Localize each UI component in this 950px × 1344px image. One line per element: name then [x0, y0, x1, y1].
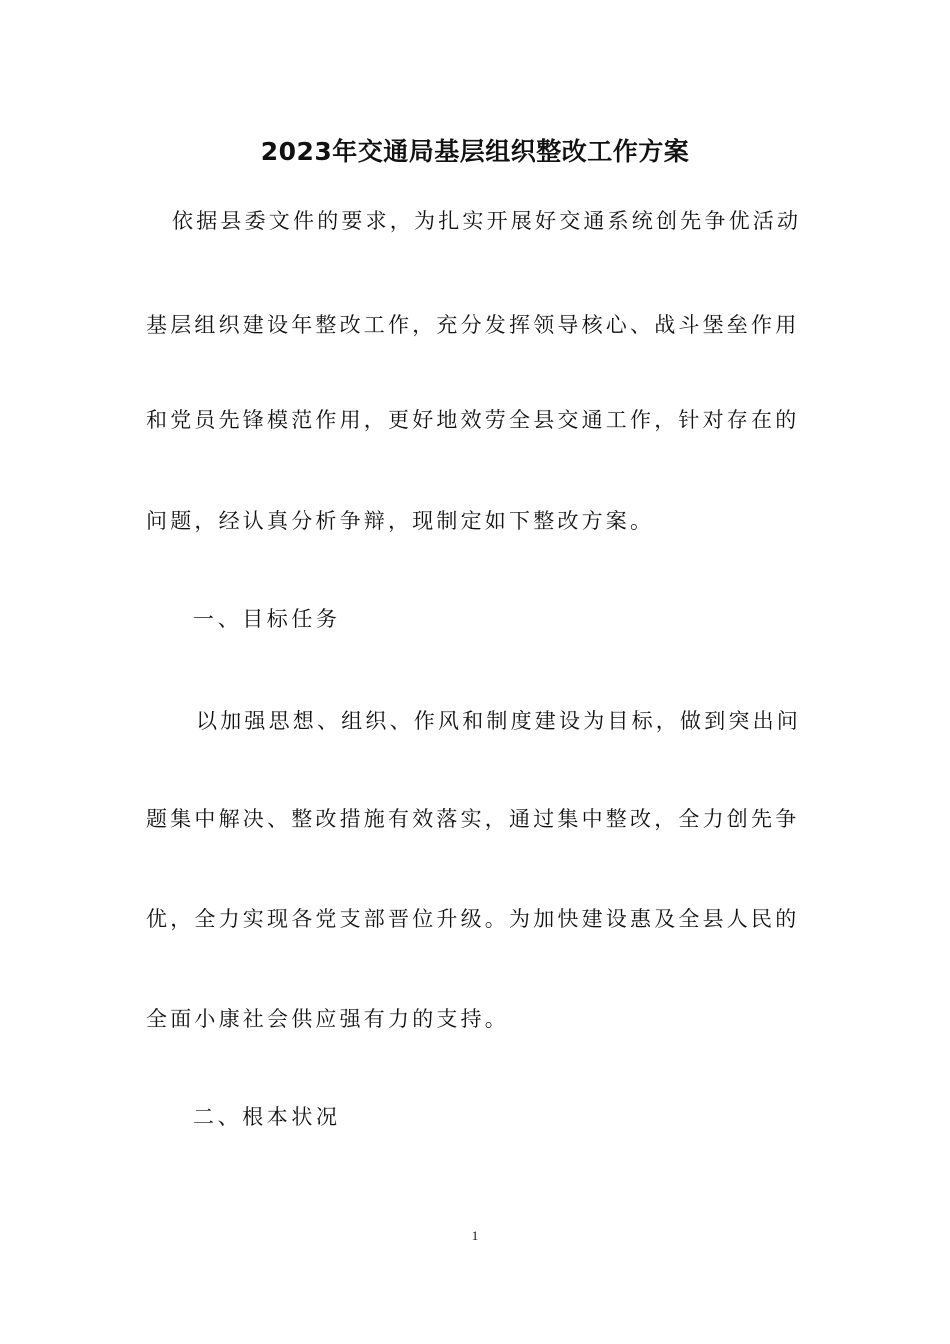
paragraph-1-line-3: 和党员先锋模范作用，更好地效劳全县交通工作，针对存在的: [146, 408, 800, 432]
paragraph-2-line-4: 全面小康社会供应强有力的支持。: [146, 1007, 509, 1031]
document-title: 2023年交通局基层组织整改工作方案: [260, 137, 690, 166]
section-1-heading: 一、目标任务: [193, 607, 341, 631]
paragraph-1-line-1: 依据县委文件的要求，为扎实开展好交通系统创先争优活动: [172, 209, 802, 233]
paragraph-2-line-3: 优，全力实现各党支部晋位升级。为加快建设惠及全县人民的: [146, 907, 800, 931]
paragraph-1-line-4: 问题，经认真分析争辩，现制定如下整改方案。: [146, 509, 655, 533]
paragraph-2-line-1: 以加强思想、组织、作风和制度建设为目标，做到突出问: [196, 709, 801, 733]
section-2-heading: 二、根本状况: [193, 1105, 341, 1129]
paragraph-2-line-2: 题集中解决、整改措施有效落实，通过集中整改，全力创先争: [146, 807, 800, 831]
paragraph-1-line-2: 基层组织建设年整改工作，充分发挥领导核心、战斗堡垒作用: [146, 313, 800, 337]
page-number: 1: [471, 1228, 479, 1243]
